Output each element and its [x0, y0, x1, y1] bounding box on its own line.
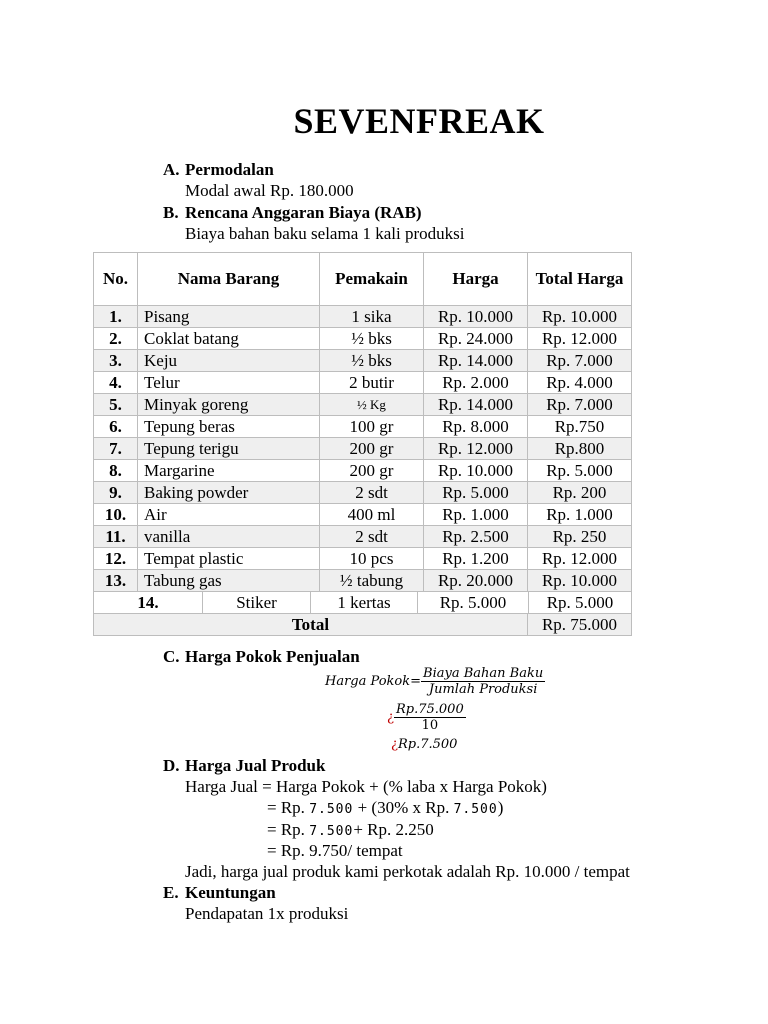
table-row [94, 438, 632, 460]
row-total: Rp. 12.000 [528, 328, 632, 350]
row-usage: 2 sdt [320, 526, 424, 548]
rab-table [93, 252, 632, 636]
row-price: Rp. 24.000 [424, 328, 528, 350]
row-item-name: Margarine [138, 460, 320, 482]
row-item-name: Pisang [138, 306, 320, 328]
header-name: Nama Barang [138, 253, 320, 306]
row-usage: ½ Kg [320, 394, 424, 416]
row-price: Rp. 20.000 [424, 570, 528, 592]
section-d-heading [163, 756, 325, 776]
inverted-question-mark-2: ¿ [391, 737, 398, 752]
section-c-heading [163, 647, 360, 667]
row-price: Rp. 1.000 [424, 504, 528, 526]
step1-c: + (30% x Rp. [353, 798, 454, 817]
header-price: Harga [424, 253, 528, 306]
hpp-calc-denominator: 10 [421, 718, 439, 733]
hpp-calc-fraction [394, 702, 466, 733]
row-total: Rp. 7.000 [528, 394, 632, 416]
row-usage: 200 gr [320, 438, 424, 460]
section-d-title: Harga Jual Produk [185, 756, 326, 775]
table-header-row [94, 253, 632, 306]
table-row-14 [94, 592, 632, 614]
table-row [94, 460, 632, 482]
header-usage: Pemakain [320, 253, 424, 306]
row-usage: 400 ml [320, 504, 424, 526]
row-usage: 1 sika [320, 306, 424, 328]
row-usage: 1 kertas [311, 592, 418, 613]
row-item-name: Keju [138, 350, 320, 372]
section-c-letter: C. [163, 647, 180, 666]
total-value: Rp. 75.000 [528, 614, 632, 636]
hpp-result-value: Rp.7.500 [397, 737, 458, 752]
hpp-fraction [421, 666, 545, 697]
row-total: Rp. 5.000 [528, 460, 632, 482]
step1-a: = Rp. [267, 798, 310, 817]
section-a-heading [163, 160, 274, 180]
row-number: 12. [94, 548, 138, 570]
total-label: Total [94, 614, 528, 636]
section-a-text: Modal awal Rp. 180.000 [185, 181, 354, 200]
row-number: 5. [94, 394, 138, 416]
section-e-title: Keuntungan [185, 883, 276, 902]
row-item-name: Stiker [203, 592, 311, 613]
hpp-formula [325, 666, 545, 697]
section-e-heading [163, 883, 276, 903]
row-14-container [94, 592, 632, 614]
row-price: Rp. 14.000 [424, 350, 528, 372]
header-total: Total Harga [528, 253, 632, 306]
row-usage: 2 sdt [320, 482, 424, 504]
row-number: 1. [94, 306, 138, 328]
row-number: 10. [94, 504, 138, 526]
hpp-calc [387, 702, 466, 733]
row-total: Rp. 5.000 [546, 593, 614, 612]
step1-d: 7.500 [453, 802, 498, 817]
row-number: 7. [94, 438, 138, 460]
row-total: Rp. 7.000 [528, 350, 632, 372]
row-number: 11. [94, 526, 138, 548]
table-row [94, 526, 632, 548]
row-price: Rp. 5.000 [424, 482, 528, 504]
row-item-name: Telur [138, 372, 320, 394]
row-number: 13. [94, 570, 138, 592]
table-row [94, 416, 632, 438]
row-item-name: Tepung beras [138, 416, 320, 438]
row-number: 8. [94, 460, 138, 482]
row-total: Rp. 4.000 [528, 372, 632, 394]
row-total: Rp.800 [528, 438, 632, 460]
row-price: Rp. 12.000 [424, 438, 528, 460]
table-row [94, 350, 632, 372]
row-price: Rp. 2.000 [424, 372, 528, 394]
step2-c: + Rp. 2.250 [353, 820, 434, 839]
hpp-calc-numerator: Rp.75.000 [395, 702, 464, 717]
selling-price-formula: Harga Jual = Harga Pokok + (% laba x Harga Pokok) [185, 777, 547, 796]
row-total: Rp.750 [528, 416, 632, 438]
row-total: Rp. 10.000 [528, 570, 632, 592]
row-usage: 100 gr [320, 416, 424, 438]
section-b-heading [163, 203, 422, 223]
row-usage: ½ tabung [320, 570, 424, 592]
row-number: 14. [94, 592, 203, 613]
step2-a: = Rp. [267, 820, 310, 839]
row-item-name: vanilla [138, 526, 320, 548]
row-item-name: Air [138, 504, 320, 526]
table-row [94, 394, 632, 416]
step1-b: 7.500 [309, 802, 354, 817]
row-number: 4. [94, 372, 138, 394]
table-row [94, 482, 632, 504]
row-price: Rp. 10.000 [424, 460, 528, 482]
row-price: Rp. 2.500 [424, 526, 528, 548]
row-price: Rp. 10.000 [424, 306, 528, 328]
section-d-letter: D. [163, 756, 180, 775]
table-row [94, 372, 632, 394]
inverted-question-mark: ¿ [387, 710, 394, 725]
table-row [94, 570, 632, 592]
row-total: Rp. 250 [528, 526, 632, 548]
row-total: Rp. 200 [528, 482, 632, 504]
hpp-result [391, 737, 457, 752]
row-usage: ½ bks [320, 350, 424, 372]
selling-price-step-3: = Rp. 9.750/ tempat [267, 841, 403, 860]
section-b-letter: B. [163, 203, 179, 222]
row-price: Rp. 14.000 [424, 394, 528, 416]
row-total: Rp. 12.000 [528, 548, 632, 570]
section-a-letter: A. [163, 160, 180, 179]
document-title: SEVENFREAK [293, 101, 545, 141]
selling-price-step-2 [267, 820, 434, 840]
hpp-numerator: Biaya Bahan Baku [423, 666, 544, 681]
row-number: 9. [94, 482, 138, 504]
hpp-lhs: Harga Pokok [325, 674, 411, 689]
section-e-text: Pendapatan 1x produksi [185, 904, 349, 923]
row-total: Rp. 10.000 [528, 306, 632, 328]
section-c-title: Harga Pokok Penjualan [185, 647, 360, 666]
row-total: Rp. 1.000 [528, 504, 632, 526]
section-b-text: Biaya bahan baku selama 1 kali produksi [185, 224, 465, 243]
row-item-name: Minyak goreng [138, 394, 320, 416]
table-row [94, 504, 632, 526]
row-price: Rp. 5.000 [418, 592, 529, 613]
row-item-name: Tepung terigu [138, 438, 320, 460]
selling-price-conclusion: Jadi, harga jual produk kami perkotak adalah Rp. 10.000 / tempat [185, 862, 630, 881]
hpp-denominator: Jumlah Produksi [428, 682, 538, 697]
header-no: No. [94, 253, 138, 306]
step2-b: 7.500 [309, 824, 354, 839]
section-b-title: Rencana Anggaran Biaya (RAB) [185, 203, 422, 222]
section-a-title: Permodalan [185, 160, 274, 179]
selling-price-step-1 [267, 798, 503, 818]
row-item-name: Tempat plastic [138, 548, 320, 570]
table-row [94, 306, 632, 328]
table-row [94, 548, 632, 570]
row-usage: ½ bks [320, 328, 424, 350]
table-row [94, 328, 632, 350]
row-price: Rp. 8.000 [424, 416, 528, 438]
row-usage: 200 gr [320, 460, 424, 482]
hpp-equals: = [410, 674, 422, 689]
row-number: 6. [94, 416, 138, 438]
row-price: Rp. 1.200 [424, 548, 528, 570]
row-usage: 10 pcs [320, 548, 424, 570]
step1-e: ) [497, 798, 504, 817]
row-number: 2. [94, 328, 138, 350]
table-total-row [94, 614, 632, 636]
row-usage: 2 butir [320, 372, 424, 394]
row-number: 3. [94, 350, 138, 372]
row-item-name: Tabung gas [138, 570, 320, 592]
section-e-letter: E. [163, 883, 179, 902]
row-item-name: Baking powder [138, 482, 320, 504]
row-item-name: Coklat batang [138, 328, 320, 350]
